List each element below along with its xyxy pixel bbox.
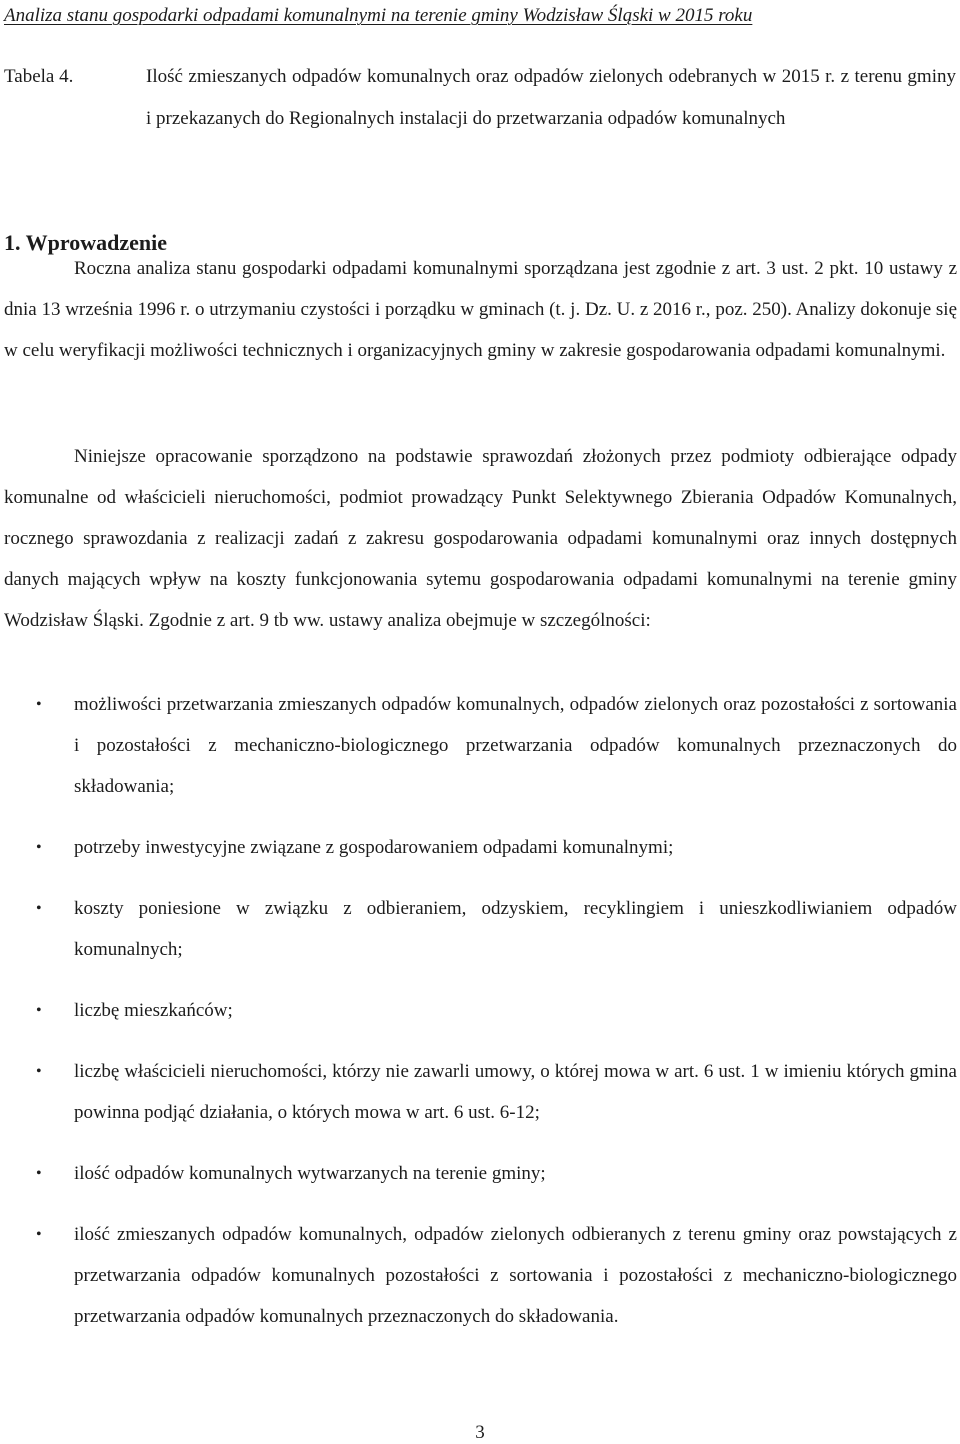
list-item	[0, 827, 957, 868]
scope-list	[0, 684, 960, 1337]
paragraph-intro: Roczna analiza stanu gospodarki odpadami komunalnymi sporządzana jest zgodnie z art. 3 ust. 2 pkt. 10 ustawy z dnia 13 września 1996 r. o utrzymaniu czystości i porządku w gminach (t. j. Dz. U. z 2016 r., poz. 250). Analizy dokonuje się w celu weryfikacji możliwości technicznych i organizacyjnych gminy w zakresie gospodarowania odpadami komunalnymi.	[4, 258, 957, 361]
list-item	[0, 990, 957, 1031]
list-item	[0, 1051, 957, 1133]
bullet-icon: •	[36, 1226, 42, 1243]
list-item	[0, 888, 957, 970]
table-caption-text: Ilość zmieszanych odpadów komunalnych oraz odpadów zielonych odebranych w 2015 r. z terenu gminy i przekazanych do Regionalnych instalacji do przetwarzania odpadów komunalnych	[146, 66, 956, 129]
list-item-text: możliwości przetwarzania zmieszanych odpadów komunalnych, odpadów zielonych oraz pozostałości z sortowania i pozostałości z mechaniczno-biologicznego przetwarzania odpadów komunalnych przeznaczonych do składowania;	[74, 694, 957, 797]
list-item-text: potrzeby inwestycyjne związane z gospodarowaniem odpadami komunalnymi;	[74, 837, 674, 858]
page-number: 3	[475, 1422, 485, 1443]
list-item	[0, 1214, 957, 1337]
list-item-text: liczbę mieszkańców;	[74, 1000, 233, 1021]
bullet-icon: •	[36, 900, 42, 917]
table-caption	[4, 56, 956, 139]
bullet-icon: •	[36, 1002, 42, 1019]
section-title: 1. Wprowadzenie	[4, 230, 167, 255]
bullet-icon: •	[36, 839, 42, 856]
list-item-text: koszty poniesione w związku z odbieraniem, odzyskiem, recyklingiem i unieszkodliwianiem odpadów komunalnych;	[74, 898, 957, 960]
bullet-icon: •	[36, 1063, 42, 1080]
table-caption-label: Tabela 4.	[4, 66, 74, 87]
list-item	[0, 684, 957, 807]
bullet-icon: •	[36, 1165, 42, 1182]
list-item-text: ilość odpadów komunalnych wytwarzanych na terenie gminy;	[74, 1163, 546, 1184]
list-item	[0, 1153, 957, 1194]
running-header: Analiza stanu gospodarki odpadami komunalnymi na terenie gminy Wodzisław Śląski w 2015 roku	[4, 5, 753, 26]
bullet-icon: •	[36, 696, 42, 713]
paragraph-basis: Niniejsze opracowanie sporządzono na podstawie sprawozdań złożonych przez podmioty odbierające odpady komunalne od właścicieli nieruchomości, podmiot prowadzący Punkt Selektywnego Zbierania Odpadów Komunalnych, rocznego sprawozdania z realizacji zadań z zakresu gospodarowania odpadami komunalnymi oraz innych dostępnych danych mających wpływ na koszty funkcjonowania sytemu gospodarowania odpadami komunalnymi na terenie gminy Wodzisław Śląski. Zgodnie z art. 9 tb ww. ustawy analiza obejmuje w szczególności:	[4, 446, 957, 631]
list-item-text: ilość zmieszanych odpadów komunalnych, odpadów zielonych odbieranych z terenu gminy oraz powstających z przetwarzania odpadów komunalnych pozostałości z sortowania i pozostałości z mechaniczno-biologicznego przetwarzania odpadów komunalnych przeznaczonych do składowania.	[74, 1224, 957, 1327]
list-item-text: liczbę właścicieli nieruchomości, którzy nie zawarli umowy, o której mowa w art. 6 ust. 1 w imieniu których gmina powinna podjąć działania, o których mowa w art. 6 ust. 6-12;	[74, 1061, 957, 1123]
